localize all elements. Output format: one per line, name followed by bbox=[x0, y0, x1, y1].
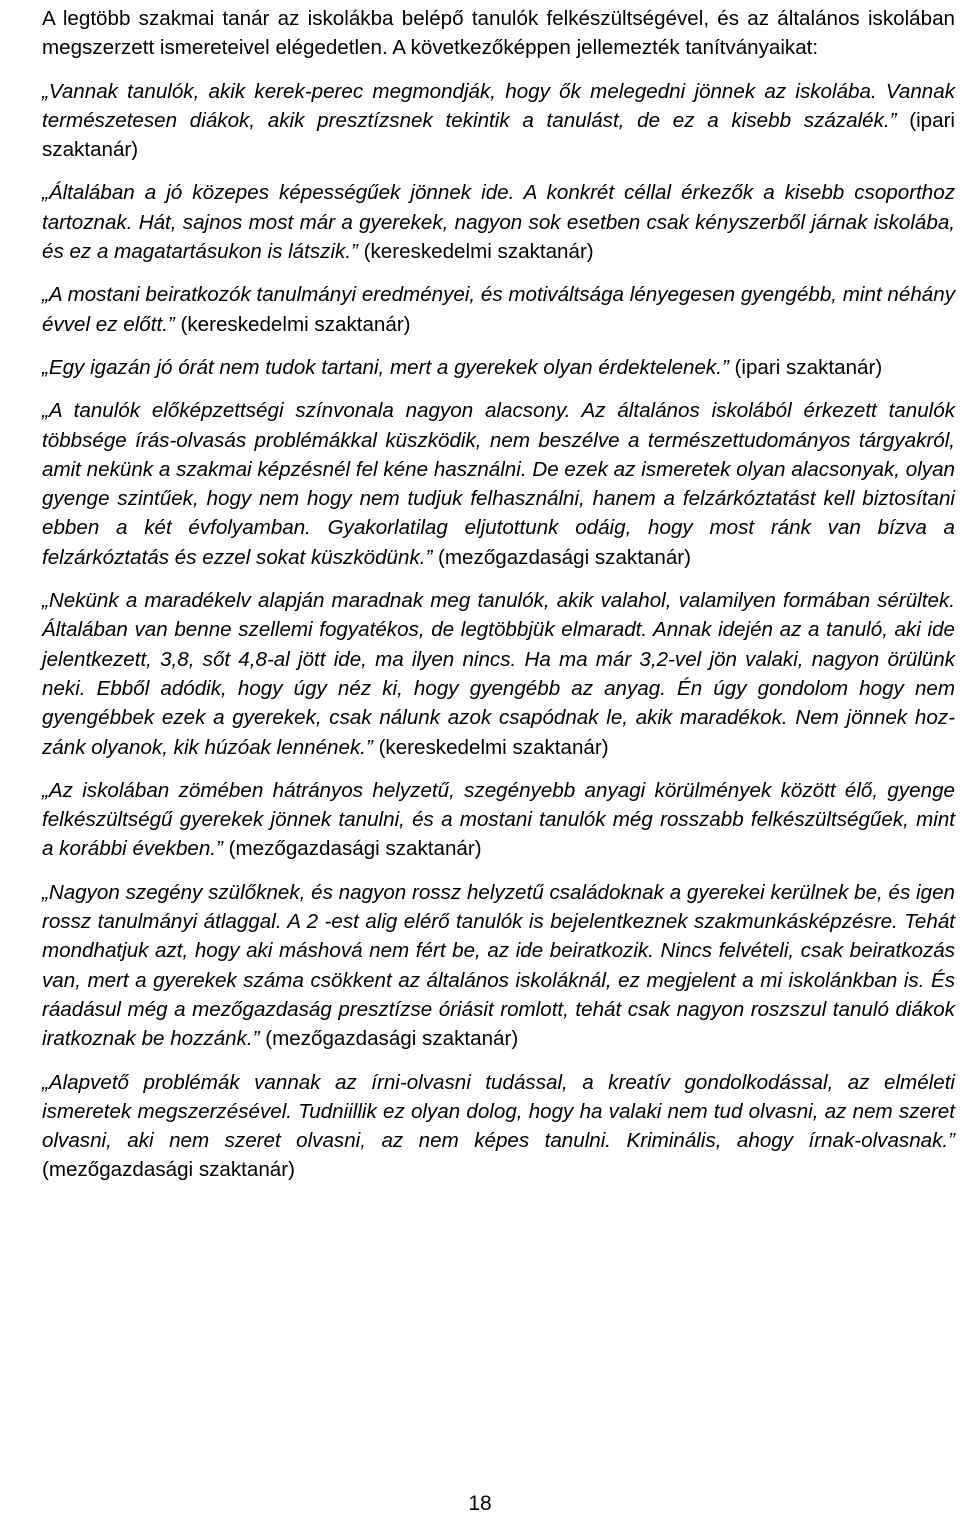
quote-text: „Egy igazán jó órát nem tudok tartani, mert a gyerekek olyan érdektelenek.” bbox=[42, 355, 729, 379]
paragraph-gap bbox=[42, 1054, 955, 1068]
quote-source: (kereskedelmi szaktanár) bbox=[357, 240, 594, 264]
quote-paragraph bbox=[42, 1068, 955, 1185]
quote-paragraph bbox=[42, 280, 955, 339]
quote-paragraph bbox=[42, 353, 955, 382]
quote-text: „Alapvető problémák vannak az írni-olvasni tudással, a kreatív gondolkodással, az elméleti ismeretek megszerzésével. Tudniillik ez olyan dolog, hogy ha valaki nem tud olvasni, az nem szeret olvasni, aki nem szeret olvasni, az nem képes tanulni. Kriminális, ahogy írnak-olvasnak.” bbox=[42, 1070, 955, 1153]
page-number: 18 bbox=[468, 1492, 492, 1515]
intro-paragraph: A legtöbb szakmai tanár az iskolákba belépő tanulók felkészültségével, és az általános iskolában megszerzett ismereteivel elégedetlen. A következőképpen jellemezték tanítványaikat: bbox=[42, 7, 955, 60]
quote-text: „Az iskolában zömében hátrányos helyzetű, szegényebb anyagi körülmények között élő, gyenge felkészültségű gyerekek jönnek tanulni, és a mostani tanulók még rosszabb felkészültségűek, mint a korábbi években.” bbox=[42, 778, 955, 861]
paragraph-gap bbox=[42, 164, 955, 178]
quote-source: (ipari szaktanár) bbox=[42, 108, 956, 162]
paragraph-gap bbox=[42, 339, 955, 353]
quote-text: „Nekünk a maradékelv alapján maradnak meg tanulók, akik valahol, valamilyen formában sérültek. Általában van benne szellemi fogyatékos, de legtöbbjük elmaradt. Annak idején az a tanuló, aki ide jelentkezett, 3,8, sőt 4,8-al jött ide, ma ilyen nincs. Ha ma már 3,2-vel jön valaki, nagyon örülünk neki. Ebből adódik, hogy úgy néz ki, hogy gyengébb az anyag. Én úgy gondolom hogy nem gyengébbek ezek a gyerekek, csak nálunk azok csapódnak le, akik maradékok. Nem jönnek hozzánk olyanok, kik húzóak lennének.” bbox=[42, 589, 955, 759]
quote-text: „A tanulók előképzettségi színvonala nagyon alacsony. Az általános iskolából érkezett tanulók többsége írás-olvasás problémákkal küszködik, nem beszélve a természettudományos tárgyakról, amit nekünk a szakmai képzésnél fel kéne használni. De ezek az ismeretek olyan alacsonyak, olyan gyenge szintűek, hogy nem hogy nem tudjuk felhasználni, hanem a felzárkóztatást kell biztosítani ebben a két évfolyamban. Gyakorlatilag eljutottunk odáig, hogy most ránk van bízva a felzárkóztatás és ezzel sokat küszködünk.” bbox=[42, 399, 955, 569]
quote-text: „Nagyon szegény szülőknek, és nagyon rossz helyzetű családoknak a gyerekei kerülnek be, és igen rossz tanulmányi átlaggal. A 2 -est alig elérő tanulók is bejelentkeznek szakmunkásképzésre. Tehát mondhatjuk azt, hogy aki máshová nem fért be, az ide beiratkozik. Nincs felvételi, csak beiratkozás van, mert a gyerekek száma csökkent az általános iskoláknál, ez megjelent a mi iskolánkban is. És ráadásul még a mezőgazdaság presztízse óriásit romlott, tehát csak nagyon roszszul tanuló diákok iratkoznak be hozzánk.” bbox=[42, 880, 955, 1051]
paragraph-gap bbox=[42, 864, 955, 878]
paragraph-gap bbox=[42, 572, 955, 586]
quote-paragraph bbox=[42, 396, 955, 572]
quote-text: „A mostani beiratkozók tanulmányi eredményei, és motiváltsága lényegesen gyengébb, mint néhány évvel ez előtt.” bbox=[42, 283, 955, 336]
quote-source: (mezőgazdasági szaktanár) bbox=[222, 837, 482, 861]
quote-paragraph bbox=[42, 178, 955, 266]
quote-source: (ipari szaktanár) bbox=[728, 355, 883, 379]
paragraph-gap bbox=[42, 266, 955, 280]
quote-paragraph bbox=[42, 776, 955, 864]
quote-source: (mezőgazdasági szaktanár) bbox=[42, 1158, 295, 1182]
quote-source: (kereskedelmi szaktanár) bbox=[372, 735, 609, 759]
quote-text: „Általában a jó közepes képességűek jönnek ide. A konkrét céllal érkezők a kisebb csoporthoz tartoznak. Hát, sajnos most már a gyerekek, nagyon sok esetben csak kényszerből járnak iskolába, és ez a magatartásukon is látszik.” bbox=[42, 181, 955, 264]
document-page bbox=[42, 4, 955, 1185]
quote-paragraph bbox=[42, 878, 955, 1054]
quote-paragraph bbox=[42, 77, 955, 165]
paragraph-gap bbox=[42, 382, 955, 396]
paragraph-gap bbox=[42, 762, 955, 776]
quote-source: (mezőgazdasági szaktanár) bbox=[259, 1027, 519, 1051]
quote-paragraph bbox=[42, 586, 955, 762]
quote-text: „Vannak tanulók, akik kerek-perec megmondják, hogy ők melegedni jönnek az iskolába. Vannak természetesen diákok, akik presztízsnek tekintik a tanulást, de ez a kisebb százalék.” bbox=[42, 79, 955, 132]
quote-source: (kereskedelmi szaktanár) bbox=[174, 312, 411, 336]
paragraph-gap bbox=[42, 63, 955, 77]
quote-source: (mezőgazdasági szaktanár) bbox=[432, 545, 692, 569]
